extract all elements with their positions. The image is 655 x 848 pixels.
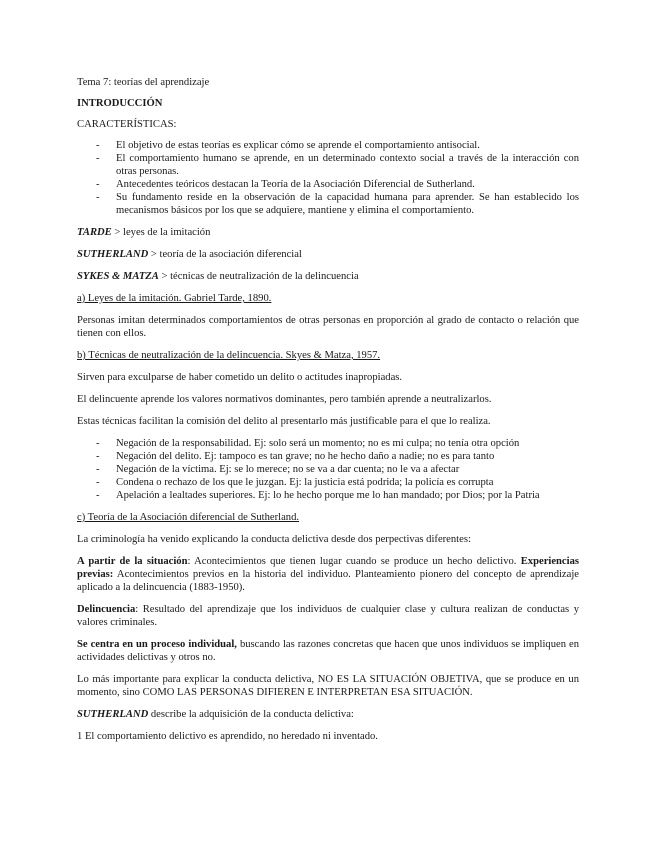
section-c-para-4: Se centra en un proceso individual, buscando las razones concretas que hacen que unos individuos se impliquen en actividades delictivas y otros no.	[77, 639, 580, 663]
bullet-dash: -	[96, 490, 100, 501]
bullet-dash: -	[96, 179, 100, 190]
bullet-dash: -	[96, 477, 100, 488]
list-item: - Negación del delito. Ej: tampoco es tan grave; no he hecho daño a nadie; no es para tanto	[96, 451, 495, 462]
section-b-para-2: El delincuente aprende los valores normativos dominantes, pero también aprende a neutralizarlos.	[77, 394, 492, 405]
list-item: - Condena o rechazo de los que le juzgan. Ej: la justicia está podrida; la policía es corrupta	[96, 477, 494, 488]
list-item: - Negación de la responsabilidad. Ej: solo será un momento; no es mi culpa; no tenía otra opción	[96, 438, 520, 449]
author-line-sutherland: SUTHERLAND > teoría de la asociación diferencial	[77, 249, 302, 260]
section-b-para-3: Estas técnicas facilitan la comisión del delito al presentarlo más justificable para el que lo realiza.	[77, 416, 491, 427]
list-item: - El objetivo de estas teorías es explicar cómo se aprende el comportamiento antisocial.	[96, 140, 480, 151]
section-b-title: b) Técnicas de neutralización de la delincuencia. Skyes & Matza, 1957.	[77, 350, 381, 361]
section-c-para-7: 1 El comportamiento delictivo es aprendido, no heredado ni inventado.	[77, 731, 378, 742]
list-item: - Negación de la víctima. Ej: se lo merece; no se va a dar cuenta; no le va a afectar	[96, 464, 460, 475]
list-item: - Apelación a lealtades superiores. Ej: lo he hecho porque me lo han mandado; por Dios; por la Patria	[96, 490, 540, 501]
list-item: - El comportamiento humano se aprende, en un determinado contexto social a través de la interacción con otras personas.	[96, 153, 579, 177]
bullet-dash: -	[96, 451, 100, 462]
section-c-para-1: La criminología ha venido explicando la conducta delictiva desde dos perpectivas diferentes:	[77, 534, 471, 545]
list-item: - Antecedentes teóricos destacan la Teoría de la Asociación Diferencial de Sutherland.	[96, 179, 475, 190]
section-c-title: c) Teoría de la Asociación diferencial de Sutherland.	[77, 512, 300, 523]
list-item: - Su fundamento reside en la observación de la capacidad humana para aprender. Se han establecido los mecanismos básicos por los que se adquiere, mantiene y elimina el comportamiento.	[96, 192, 579, 216]
section-c-para-5: Lo más importante para explicar la conducta delictiva, NO ES LA SITUACIÓN OBJETIVA, que se produce en un momento, sino COMO LAS PERSONAS DIFIEREN E INTERPRETAN ESA SITUACIÓN.	[77, 674, 579, 698]
bullet-dash: -	[96, 192, 100, 203]
section-c-para-2: A partir de la situación: Acontecimientos que tienen lugar cuando se produce un hecho delictivo. Experiencias previas: Acontecimientos previos en la historia del individuo. Planteamiento pionero del concepto de aprendizaje aplicado a la delincuencia (1883-1950).	[77, 556, 579, 593]
section-a-title: a) Leyes de la imitación. Gabriel Tarde, 1890.	[77, 293, 272, 304]
section-c-para-6: SUTHERLAND describe la adquisición de la conducta delictiva:	[77, 709, 354, 720]
characteristics-list	[77, 139, 579, 217]
bullet-dash: -	[96, 464, 100, 475]
techniques-list	[77, 437, 579, 502]
author-line-tarde: TARDE > leyes de la imitación	[77, 227, 211, 238]
intro-heading: INTRODUCCIÓN	[77, 98, 163, 109]
topic-title: Tema 7: teorías del aprendizaje	[77, 77, 210, 88]
section-a-text: Personas imitan determinados comportamientos de otras personas en proporción al grado de contacto o relación que tienen con ellos.	[77, 315, 579, 339]
section-b-para-1: Sirven para exculparse de haber cometido un delito o actitudes inapropiadas.	[77, 372, 403, 383]
author-line-sykes-matza: SYKES & MATZA > técnicas de neutralización de la delincuencia	[77, 271, 359, 282]
characteristics-heading: CARACTERÍSTICAS:	[77, 119, 177, 130]
bullet-dash: -	[96, 438, 100, 449]
bullet-dash: -	[96, 140, 100, 151]
bullet-dash: -	[96, 153, 100, 164]
section-c-para-3: Delincuencia: Resultado del aprendizaje que los individuos de cualquier clase y cultura realizan de conductas y valores criminales.	[77, 604, 579, 628]
